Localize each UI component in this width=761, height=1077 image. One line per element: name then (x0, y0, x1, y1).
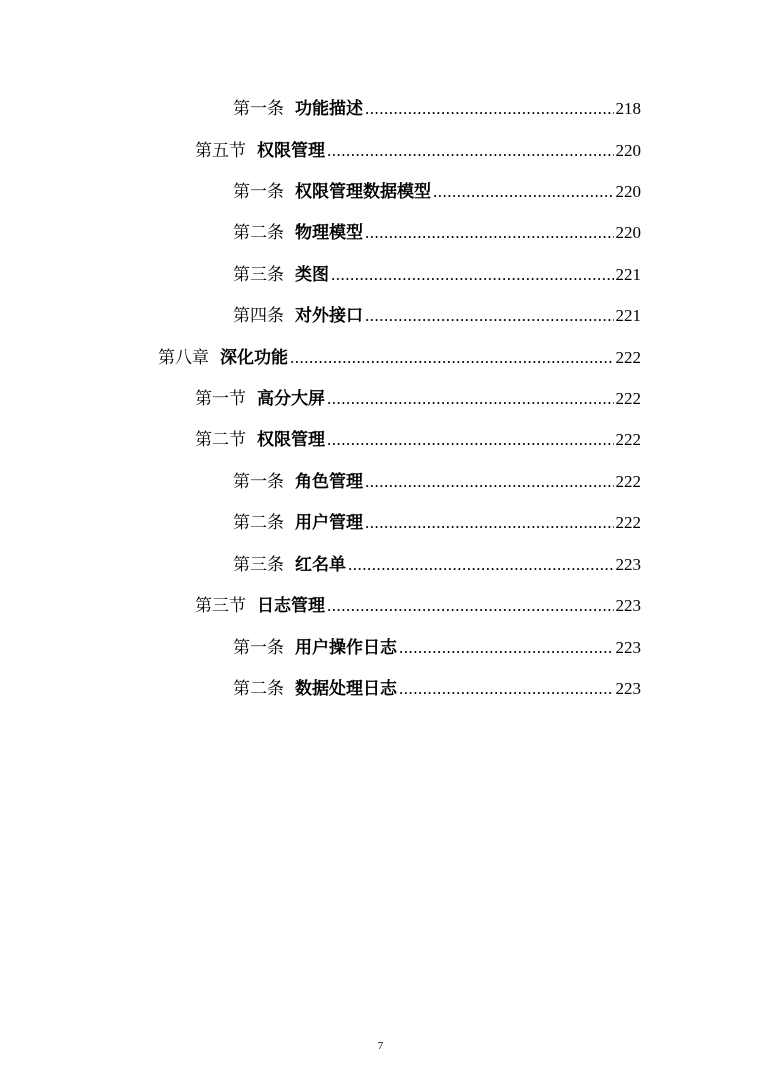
toc-entry-page: 221 (615, 265, 641, 284)
toc-entry-number: 第一条 (233, 182, 284, 202)
toc-entry-page: 223 (615, 638, 641, 657)
toc-entry-page: 220 (615, 223, 641, 242)
toc-dot-leader (399, 677, 614, 701)
toc-entry[interactable] (195, 428, 641, 452)
toc-dot-leader (327, 387, 614, 411)
toc-entry-page: 220 (615, 182, 641, 201)
toc-entry-title: 用户管理 (295, 513, 363, 533)
toc-dot-leader (327, 139, 614, 163)
toc-entry-page: 222 (615, 513, 641, 532)
toc-entry[interactable] (233, 553, 641, 577)
toc-entry-page: 223 (615, 555, 641, 574)
toc-entry-title: 深化功能 (220, 348, 288, 368)
toc-entry-title: 物理模型 (295, 223, 363, 243)
toc-entry-number: 第一节 (195, 389, 246, 409)
toc-dot-leader (348, 553, 614, 577)
toc-entry-title: 权限管理数据模型 (295, 182, 431, 202)
toc-entry-title: 高分大屏 (257, 389, 325, 409)
toc-entry-number: 第二条 (233, 513, 284, 533)
toc-entry[interactable] (233, 677, 641, 701)
toc-dot-leader (327, 594, 614, 618)
page-number: 7 (377, 1040, 384, 1052)
toc-entry-title: 权限管理 (257, 430, 325, 450)
toc-entry-title: 角色管理 (295, 472, 363, 492)
toc-entry-number: 第一条 (233, 99, 284, 119)
toc-entry-number: 第三节 (195, 596, 246, 616)
toc-entry-page: 218 (615, 99, 641, 118)
toc-entry-number: 第八章 (158, 348, 209, 368)
toc-entry-page: 222 (615, 472, 641, 491)
toc-entry-page: 222 (615, 348, 641, 367)
toc-entry-title: 红名单 (295, 555, 346, 575)
toc-entry[interactable] (233, 97, 641, 121)
toc-entry-number: 第三条 (233, 265, 284, 285)
toc-entry-title: 用户操作日志 (295, 638, 397, 658)
toc-entry-number: 第一条 (233, 638, 284, 658)
toc-entry[interactable] (233, 180, 641, 204)
toc-entry-number: 第一条 (233, 472, 284, 492)
toc-entry-title: 日志管理 (257, 596, 325, 616)
toc-entry-title: 对外接口 (295, 306, 363, 326)
toc-entry-number: 第二节 (195, 430, 246, 450)
toc-entry-title: 类图 (295, 265, 329, 285)
toc-entry-page: 222 (615, 430, 641, 449)
toc-dot-leader (365, 470, 614, 494)
toc-entry[interactable] (158, 346, 641, 370)
toc-entry[interactable] (233, 470, 641, 494)
toc-entry-title: 数据处理日志 (295, 679, 397, 699)
toc-entry-page: 220 (615, 141, 641, 160)
toc-entry[interactable] (233, 221, 641, 245)
toc-dot-leader (399, 636, 614, 660)
toc-entry[interactable] (195, 594, 641, 618)
toc-dot-leader (290, 346, 614, 370)
toc-dot-leader (331, 263, 614, 287)
toc-dot-leader (365, 97, 614, 121)
toc-entry-page: 223 (615, 596, 641, 615)
toc-entry-number: 第二条 (233, 223, 284, 243)
toc-entry[interactable] (195, 139, 641, 163)
toc-entry[interactable] (233, 636, 641, 660)
toc-entry-page: 221 (615, 306, 641, 325)
toc-dot-leader (433, 180, 614, 204)
toc-entry[interactable] (233, 511, 641, 535)
toc-entry-page: 222 (615, 389, 641, 408)
toc-entry[interactable] (195, 387, 641, 411)
toc-entry-number: 第三条 (233, 555, 284, 575)
toc-entry-title: 功能描述 (295, 99, 363, 119)
toc-dot-leader (365, 511, 614, 535)
toc-dot-leader (365, 304, 614, 328)
toc-entry-page: 223 (615, 679, 641, 698)
toc-dot-leader (365, 221, 614, 245)
toc-entry-title: 权限管理 (257, 141, 325, 161)
toc-entry-number: 第二条 (233, 679, 284, 699)
toc-entry-number: 第五节 (195, 141, 246, 161)
toc-entry-number: 第四条 (233, 306, 284, 326)
toc-entry[interactable] (233, 263, 641, 287)
toc-entry[interactable] (233, 304, 641, 328)
toc-dot-leader (327, 428, 614, 452)
